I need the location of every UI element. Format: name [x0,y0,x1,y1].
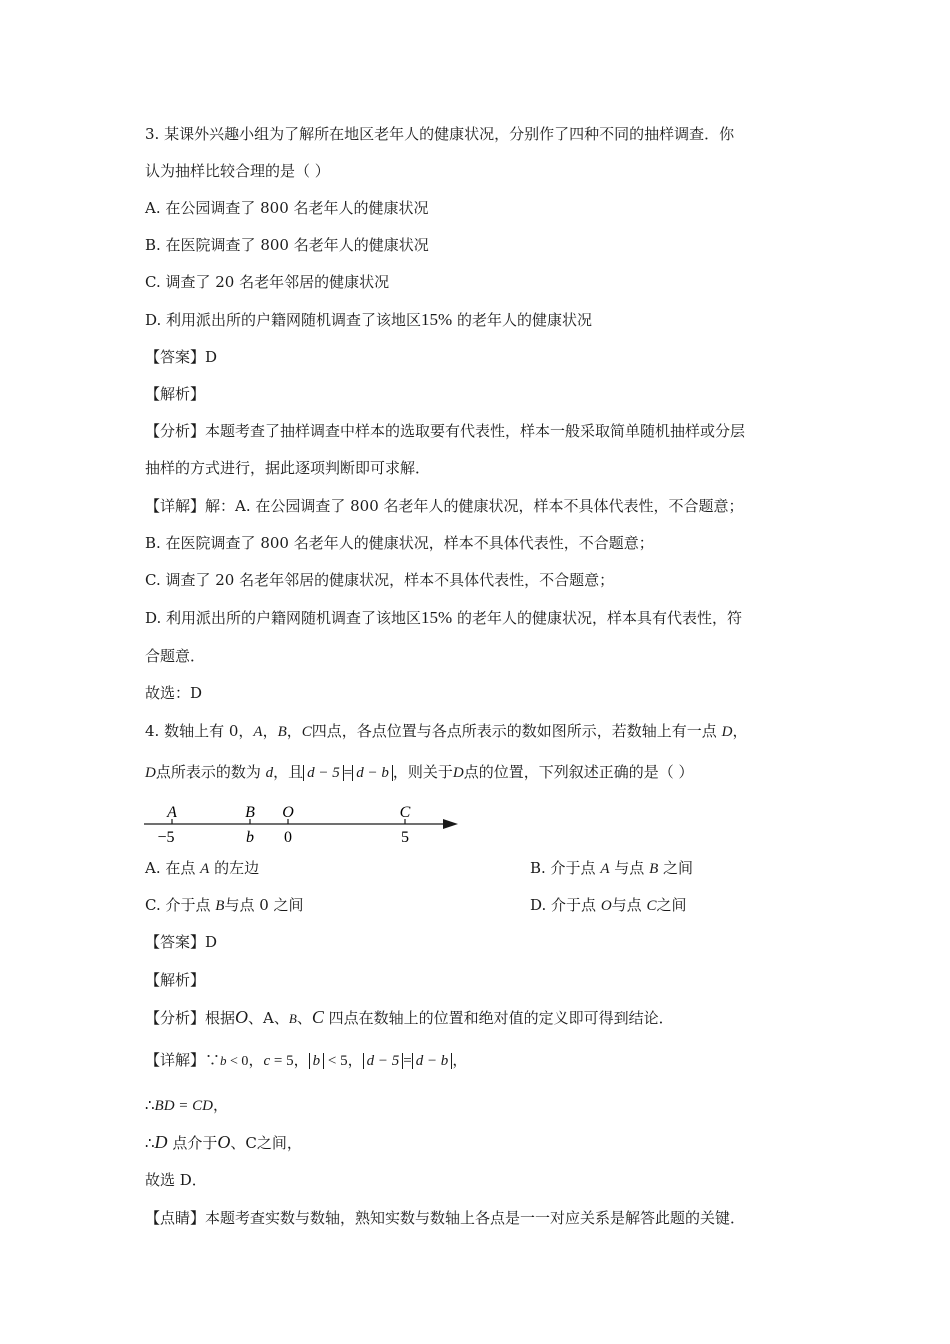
q4-analysis [145,1007,674,1029]
q3-analysis-line-1: 【分析】本题考查了抽样调查中样本的选取要有代表性，样本一般采取简单随机抽样或分层 [145,422,746,440]
q4-point-o: O [600,898,612,914]
q4-abs-d-minus-5: d − 5 [303,765,344,781]
axis-value-5: 5 [401,829,409,846]
q4-abs-b: b [309,1053,325,1069]
q3-detail-line-2: B. 在医院调查了 800 名老年人的健康状况，样本不具体代表性，不合题意； [145,534,654,552]
q4-point-a: A [200,861,210,877]
q4-comma: ， [213,1096,229,1114]
q4-opt-b-post: 之间 [663,859,694,877]
q3-detail-4-post: 的老年人的健康状况，样本具有代表性，符 [452,609,742,627]
q4-analysis-pre: 【分析】根据 [145,1009,236,1027]
q4-abs-d-minus-b: d − b [412,1053,453,1069]
q4-sep: 、 [230,1134,246,1152]
q4-detail-line-2 [145,1095,228,1116]
q4-option-d [530,895,686,916]
q3-choose: 故选：D [145,684,203,702]
q4-opt-d-pre: D. 介于点 [530,896,597,914]
q4-comma: ， [248,1051,264,1069]
q4-detail-line-1 [145,1050,467,1072]
q4-option-c [145,895,304,916]
q3-answer: 【答案】D [145,348,218,366]
q4-stem-2-post: 点的位置，下列叙述正确的是（ ） [463,763,694,781]
axis-label-b: B [245,804,255,821]
axis-value-0: 0 [284,829,292,846]
q4-point-c: C [301,724,312,740]
axis-label-c: C [399,804,411,821]
q4-sep: 、 [273,1009,289,1027]
axis-label-a: A [167,804,177,821]
axis-value-b: b [246,829,254,846]
q4-var-c: c [263,1053,271,1069]
q3-jiexi-heading: 【解析】 [145,385,206,403]
q4-opt-d-post: 之间 [656,896,687,914]
q4-point-d: D [452,765,464,781]
q3-option-c: C. 调查了 20 名老年邻居的健康状况 [145,273,390,291]
q3-detail-line-5: 合题意． [145,647,206,665]
q4-point-c-upright: C [245,1134,257,1152]
q4-stem-2-mid3: ，则关于 [392,763,453,781]
q4-concl-post: 之间， [256,1134,302,1152]
q3-detail-line-4 [145,608,742,628]
q4-comma: ， [347,1051,363,1069]
q4-sep: 、 [296,1009,312,1027]
q3-option-d [145,310,592,330]
q4-abs-d-minus-5: d − 5 [363,1053,404,1069]
q4-detail-line-3 [145,1132,302,1153]
q3-stem-line-2: 认为抽样比较合理的是（ ） [145,162,330,180]
q3-detail-4-percent: 15% [421,608,453,627]
q4-point-o: O [235,1007,249,1027]
q4-option-a [145,858,259,879]
q3-option-d-pre: D. 利用派出所的户籍网随机调查了该地区 [145,311,422,329]
q4-comma: ， [452,1051,468,1069]
q4-jiexi-heading: 【解析】 [145,971,206,989]
q4-abs-d-minus-b: d − b [352,765,393,781]
number-line-arrow [443,819,458,829]
therefore-symbol: ∴ [145,1096,155,1114]
q4-bd-eq-cd: BD = CD [154,1098,214,1114]
q4-concl-mid: 点介于 [172,1134,218,1152]
q4-point-a-upright: A [263,1009,274,1027]
q4-opt-b-pre: B. 介于点 [530,859,596,877]
q3-detail-line-1: 【详解】解：A. 在公园调查了 800 名老年人的健康状况，样本不具体代表性，不合题意； [145,497,744,515]
q4-point-a: A [600,861,610,877]
q3-option-b: B. 在医院调查了 800 名老年人的健康状况 [145,236,429,254]
q4-sep: 、 [248,1009,264,1027]
q4-comma: ， [293,1051,309,1069]
q4-opt-d-mid: 与点 [611,896,642,914]
q3-stem-line-1: 3. 某课外兴趣小组为了解所在地区老年人的健康状况，分别作了四种不同的抽样调查．你 [145,125,735,143]
q3-detail-line-3: C. 调查了 20 名老年邻居的健康状况，样本不具体代表性，不合题意； [145,571,615,589]
q4-eq5: = 5 [270,1053,294,1069]
q4-point-b: B [277,724,287,740]
q4-option-b [530,858,693,879]
q4-stem-2-mid2: ，且 [273,763,304,781]
q3-detail-4-pre: D. 利用派出所的户籍网随机调查了该地区 [145,609,422,627]
q3-option-d-percent: 15% [421,310,453,329]
q4-lt0: < 0 [226,1054,249,1069]
q4-stem-line-1: 4. 数轴上有 0，A，B，C四点，各点位置与各点所表示的数如图所示，若数轴上有一点 D， [145,722,748,740]
q4-analysis-post: 四点在数轴上的位置和绝对值的定义即可得到结论． [328,1009,674,1027]
therefore-symbol: ∴ [145,1134,155,1152]
axis-label-o: O [282,804,294,821]
q4-var-b: b [220,1053,227,1068]
q3-analysis-line-2: 抽样的方式进行，据此逐项判断即可求解． [145,459,431,477]
q4-point-b: B [649,861,659,877]
q4-point-o: O [217,1132,231,1152]
q4-opt-b-mid: 与点 [614,859,645,877]
q4-equals: = [403,1053,412,1069]
because-symbol: ∵ [205,1051,221,1069]
q4-answer: 【答案】D [145,933,218,951]
q4-detail-heading: 【详解】 [145,1051,206,1069]
q4-opt-a-pre: A. 在点 [145,859,196,877]
q4-stem-line-2 [145,762,694,783]
q4-opt-a-post: 的左边 [214,859,260,877]
q4-choose: 故选 D． [145,1171,207,1189]
q4-opt-c-mid: 与点 0 之间 [224,896,304,914]
q4-point-d: D [145,765,156,781]
q4-point-c: C [646,898,657,914]
q4-stem-1-pre: 4. 数轴上有 0， [145,722,254,740]
q4-point-d: D [721,724,733,740]
q4-point-d: D [154,1132,168,1152]
number-line-figure [140,798,470,850]
q4-point-b: B [215,898,225,914]
q4-opt-c-pre: C. 介于点 [145,896,211,914]
q4-stem-2-mid1: 点所表示的数为 [155,763,266,781]
q4-var-d: d [265,765,274,781]
q4-equals: = [343,765,353,781]
q4-stem-1-mid: 四点，各点位置与各点所表示的数如图所示，若数轴上有一点 [311,722,717,740]
axis-value-minus5: −5 [157,829,175,846]
q4-point-a: A [253,724,263,740]
q3-option-a: A. 在公园调查了 800 名老年人的健康状况 [145,199,429,217]
q4-point-b: B [288,1011,297,1026]
q3-option-d-post: 的老年人的健康状况 [452,311,592,329]
q4-point-c: C [311,1007,324,1027]
q4-dianjing: 【点睛】本题考查实数与数轴，熟知实数与数轴上各点是一一对应关系是解答此题的关键． [145,1209,746,1227]
q4-lt5: < 5 [324,1053,348,1069]
